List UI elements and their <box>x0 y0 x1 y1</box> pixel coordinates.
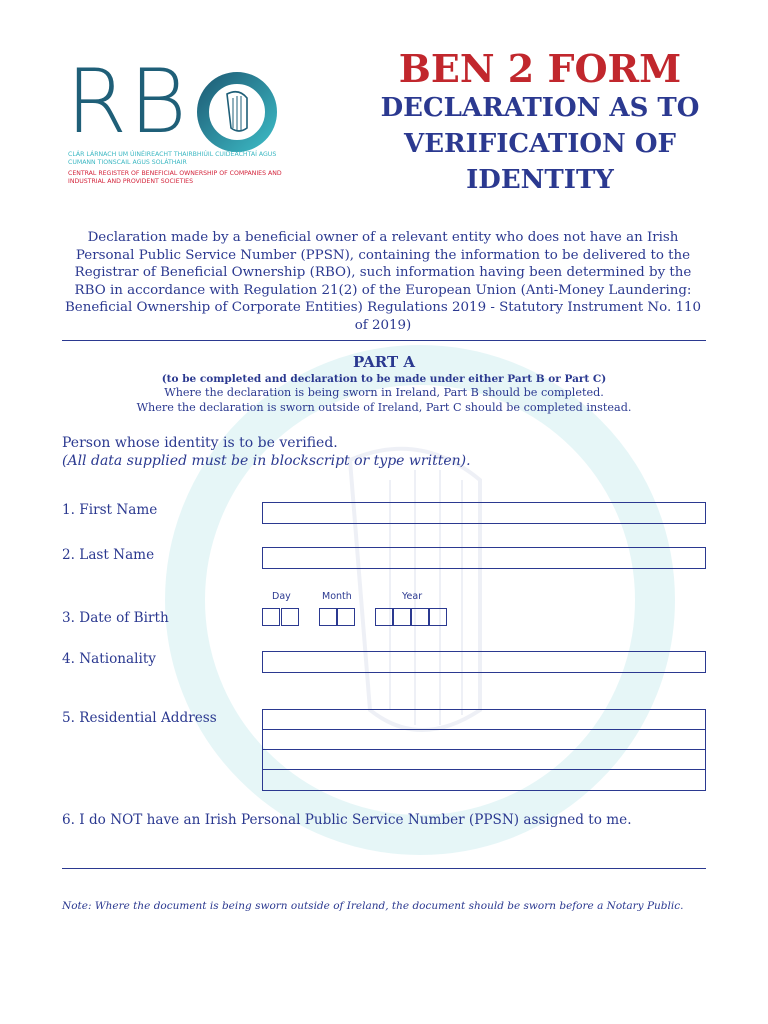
form-title: BEN 2 FORM <box>398 46 682 91</box>
divider-bottom <box>62 868 706 869</box>
part-a-line-ireland: Where the declaration is being sworn in Ireland, Part B should be completed. <box>164 386 604 399</box>
address-line-4[interactable] <box>262 769 706 791</box>
part-a-subtitle: (to be completed and declaration to be made under either Part B or Part C) <box>161 373 607 385</box>
nationality-label: 4. Nationality <box>62 651 156 667</box>
part-a-title: PART A <box>352 353 416 371</box>
day-label: Day <box>272 591 291 602</box>
logo-english-caption: CENTRAL REGISTER OF BENEFICIAL OWNERSHIP OF COMPANIES AND INDUSTRIAL AND PROVIDENT SOCIETIES <box>68 170 282 185</box>
last-name-field[interactable] <box>262 547 706 569</box>
dob-year-box-4[interactable] <box>429 608 447 626</box>
part-a-line-outside: Where the declaration is sworn outside of Ireland, Part C should be completed instead. <box>136 401 632 414</box>
dob-year-box-2[interactable] <box>393 608 411 626</box>
address-line-3[interactable] <box>262 749 706 770</box>
rbo-logo-ring-icon <box>195 70 279 154</box>
person-instruction: (All data supplied must be in blockscript or type written). <box>62 453 471 469</box>
ppsn-statement: 6. I do NOT have an Irish Personal Public Service Number (PPSN) assigned to me. <box>62 812 632 828</box>
dob-day-box-2[interactable] <box>281 608 299 626</box>
person-heading: Person whose identity is to be verified. <box>62 435 338 451</box>
first-name-field[interactable] <box>262 502 706 524</box>
month-label: Month <box>322 591 352 602</box>
dob-year-box-3[interactable] <box>411 608 429 626</box>
logo-irish-caption: CLÁR LÁRNACH UM ÚINÉIREACHT THAIRBHIÚIL CUIDEACHTAÍ AGUS CUMANN TIONSCAIL AGUS SOLÁTHAIR <box>68 151 277 166</box>
nationality-field[interactable] <box>262 651 706 673</box>
first-name-label: 1. First Name <box>62 502 158 518</box>
notary-note: Note: Where the document is being sworn outside of Ireland, the document should be sworn before a Notary Public. <box>62 900 684 912</box>
intro-paragraph: Declaration made by a beneficial owner of a relevant entity who does not have an Irish Personal Public Service Number (PPSN), containing the information to be delivered to the Registrar of Beneficial Ownership (RBO), such information having been determined by the RBO in accordance with Regulation 21(2) of the European Union (Anti-Money Laundering: Beneficial Ownership of Corporate Entities) Regulations 2019 - Statutory Instrument No. 110 of 2019) <box>64 230 702 333</box>
divider-top <box>62 340 706 341</box>
form-subtitle: DECLARATION AS TO VERIFICATION OF IDENTITY <box>380 93 700 195</box>
last-name-label: 2. Last Name <box>62 547 155 563</box>
dob-label: 3. Date of Birth <box>62 610 169 626</box>
address-line-2[interactable] <box>262 729 706 750</box>
dob-month-box-2[interactable] <box>337 608 355 626</box>
person-block <box>62 434 471 470</box>
dob-month-box-1[interactable] <box>319 608 337 626</box>
rbo-logo-letters: RB <box>66 50 189 153</box>
dob-year-box-1[interactable] <box>375 608 393 626</box>
address-line-1[interactable] <box>262 709 706 730</box>
address-label: 5. Residential Address <box>62 710 217 726</box>
dob-day-box-1[interactable] <box>262 608 280 626</box>
year-label: Year <box>402 591 423 602</box>
